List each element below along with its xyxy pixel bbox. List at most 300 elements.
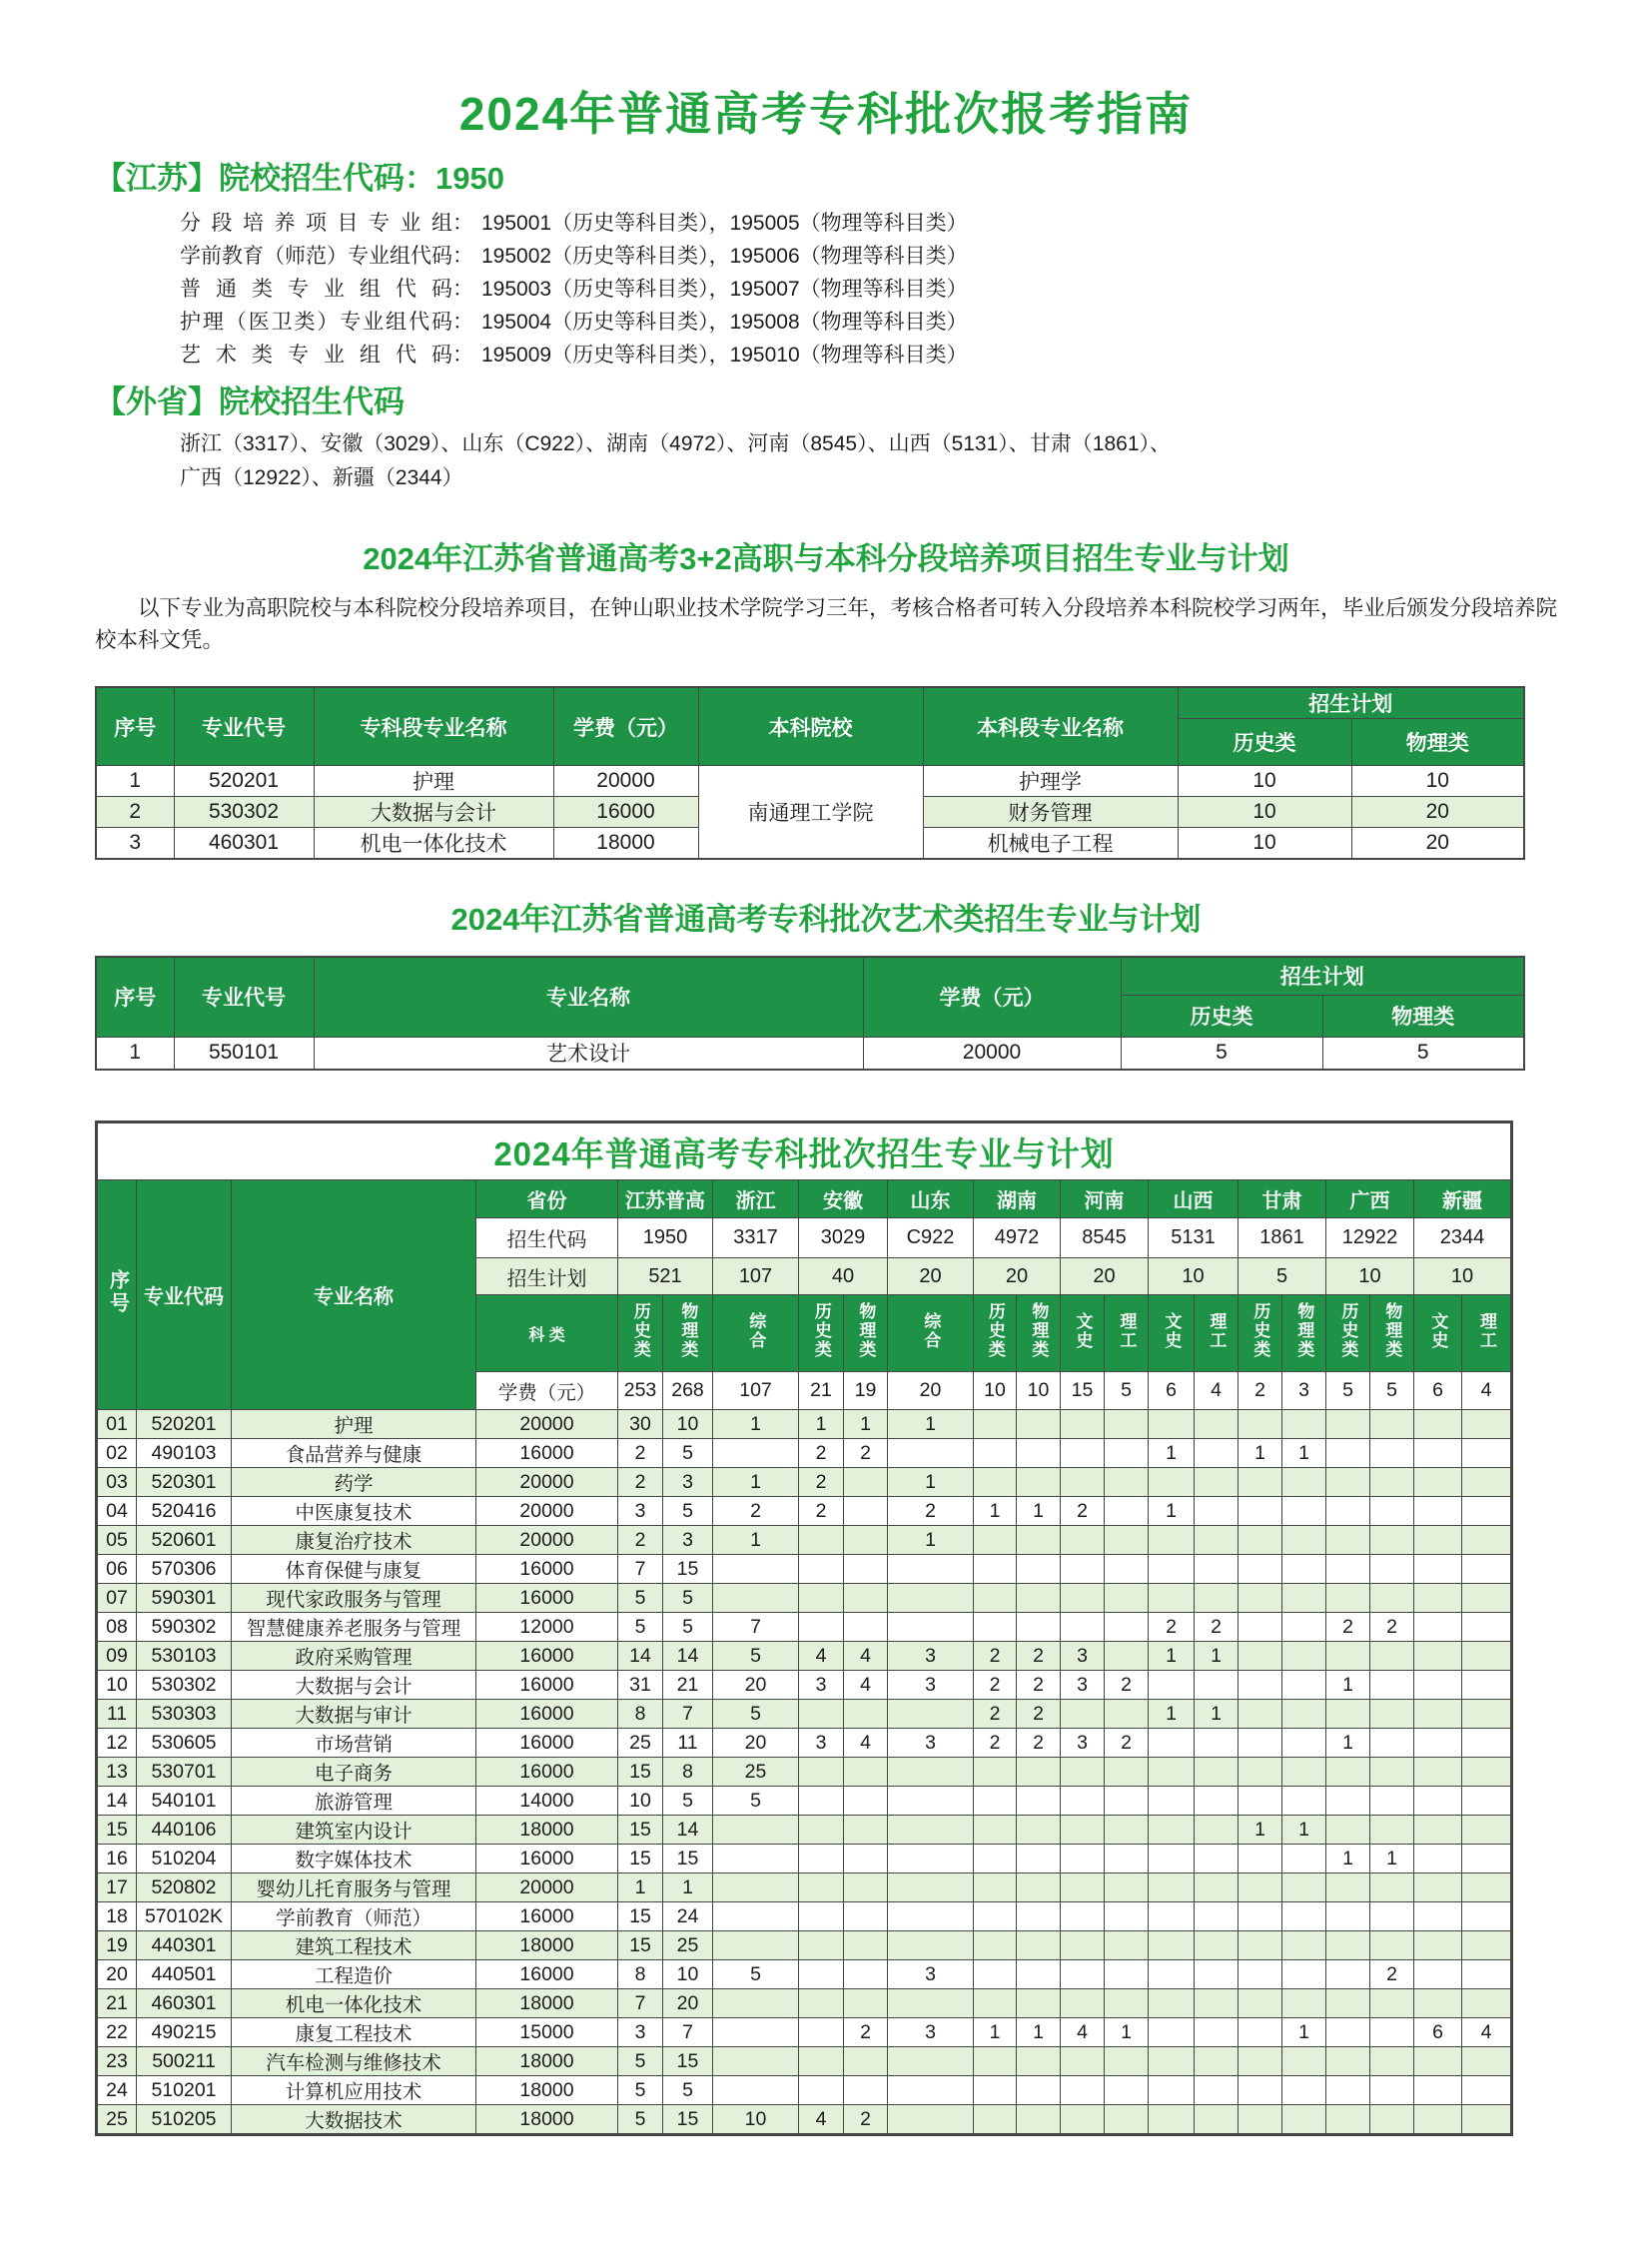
cell-plan-value: 3 [1061,1729,1105,1758]
table-main [95,1120,1513,2136]
cell-plan-value: 2 [1105,1729,1149,1758]
cell-plan-value [1462,1584,1512,1613]
cell-plan-value [844,1787,888,1816]
cell-fee: 20000 [863,1037,1121,1070]
cell-fee: 18000 [476,2047,618,2076]
cell-code: 530605 [137,1729,232,1758]
province-code-line: 广西（12922）、新疆（2344） [180,466,463,489]
table-32-head [96,687,1524,766]
cell-plan-value [1462,1845,1512,1873]
cell-plan-value: 2 [1017,1671,1061,1700]
cell-plan-value [1370,2105,1414,2135]
cell-plan-value: 2 [1017,1700,1061,1729]
table-row [97,1613,1512,1642]
cell-plan-value [974,1584,1017,1613]
header-cell-plan-group: 招生计划 [1121,957,1524,995]
cell-plan-value [1414,1845,1462,1873]
cell-plan-value: 4 [799,1642,844,1671]
cell-plan-value [1239,2076,1282,2105]
cell-fee: 16000 [476,1758,618,1787]
cell-plan-value [1414,1584,1462,1613]
cell-plan-value [844,1931,888,1960]
cell-no: 16 [97,1845,137,1873]
cell-plan-value: 7 [663,1700,713,1729]
cell-plan-value [974,1873,1017,1902]
cell-plan-value: 2 [618,1468,663,1497]
cell-plan-value [974,1960,1017,1989]
cell-plan-value: 2 [974,1700,1017,1729]
cell-plan-value: 2 [974,1671,1017,1700]
cell-fee: 14000 [476,1787,618,1816]
code-line [180,207,1652,240]
cell-plan-value: 2 [888,1497,974,1526]
row-label-subject: 科 类 [476,1295,618,1372]
cell-phys: 5 [1322,1037,1524,1070]
cell-plan-value [1326,1526,1370,1555]
subject-vertical-label: 物理类 [1294,1302,1314,1359]
cell-bk-name: 机械电子工程 [923,828,1178,860]
cell-plan-value [1370,1584,1414,1613]
cell-plan-value: 2 [1370,1960,1414,1989]
cell-plan-value [799,1787,844,1816]
cell-plan-value [974,1845,1017,1873]
cell-plan-value [1195,1787,1239,1816]
cell-no: 23 [97,2047,137,2076]
cell-code: 510205 [137,2105,232,2135]
cell-plan-value: 10 [618,1787,663,1816]
table-row [97,2105,1512,2135]
header-cell-code: 专业代号 [174,687,314,766]
jiangsu-code-list [180,207,1652,372]
cell-name: 体育保健与康复 [232,1555,476,1584]
cell-plan-value [1105,1787,1149,1816]
cell-code: 550101 [174,1037,314,1070]
subject-vertical-label: 综合 [746,1311,766,1350]
cell-name: 艺术设计 [314,1037,863,1070]
cell-college: 南通理工学院 [698,766,923,860]
cell-plan-value: 10 [663,1410,713,1439]
cell-xh: 3 [96,828,174,860]
cell-plan-value: 5 [618,1584,663,1613]
header-cell-xh: 序号 [96,687,174,766]
code-line-label: 护理（医卫类）专业组代码 [180,311,452,334]
cell-plan-value [1414,1816,1462,1845]
cell-plan-value [1282,1410,1326,1439]
cell-plan-value [974,1526,1017,1555]
cell-code: 510204 [137,1845,232,1873]
cell-fee: 18000 [476,1816,618,1845]
cell-plan-value [1061,1758,1105,1787]
cell-plan-value [1282,1729,1326,1758]
cell-plan-value [1326,1787,1370,1816]
cell-plan-value [1370,1497,1414,1526]
cell-no: 17 [97,1873,137,1902]
cell-name: 婴幼儿托育服务与管理 [232,1873,476,1902]
cell-name: 食品营养与健康 [232,1439,476,1468]
code-line [180,273,1652,306]
cell-hist: 10 [1178,797,1351,828]
header-cell-fee: 学费（元） [863,957,1121,1037]
cell-plan-value [844,1584,888,1613]
cell-name: 建筑室内设计 [232,1816,476,1845]
subject-cell [1326,1295,1370,1372]
subject-cell [1195,1295,1239,1372]
cell-plan-value [1326,1555,1370,1584]
cell-plan-value [1282,1642,1326,1671]
cell-name: 现代家政服务与管理 [232,1584,476,1613]
cell-plan-value [974,1468,1017,1497]
cell-fee: 18000 [553,828,698,860]
cell-plan-value [713,1584,799,1613]
cell-plan-value [1462,1468,1512,1497]
cell-plan-value [1239,1989,1282,2018]
cell-plan-value: 25 [618,1729,663,1758]
fee-cell: 20 [888,1372,974,1410]
cell-plan-value [888,1816,974,1845]
cell-plan-value [844,1902,888,1931]
section32-intro: 以下专业为高职院校与本科院校分段培养项目，在钟山职业技术学院学习三年，考核合格者可转入分段培养本科院校学习两年，毕业后颁发分段培养院校本科文凭。 [95,596,1557,652]
cell-plan-value: 4 [1061,2018,1105,2047]
cell-plan-value: 2 [1105,1671,1149,1700]
cell-plan-value [1370,1816,1414,1845]
cell-plan-value [1061,1902,1105,1931]
cell-plan-value [1462,1410,1512,1439]
subject-cell [1282,1295,1326,1372]
cell-plan-value [1105,1555,1149,1584]
cell-plan-value: 1 [1326,1845,1370,1873]
cell-plan-value [888,1439,974,1468]
cell-no: 13 [97,1758,137,1787]
subject-cell [663,1295,713,1372]
cell-plan-value [1149,1787,1195,1816]
cell-no: 21 [97,1989,137,2018]
header-cell-xh [97,1180,137,1410]
province-code-line: 浙江（3317）、安徽（3029）、山东（C922）、湖南（4972）、河南（8545）、山西（5131）、甘肃（1861）、 [180,432,1172,455]
subject-cell [844,1295,888,1372]
cell-code: 490103 [137,1439,232,1468]
cell-plan-value [1370,1902,1414,1931]
cell-plan-value [1370,1787,1414,1816]
header-cell-name: 专业名称 [314,957,863,1037]
table-row [96,1037,1524,1070]
header-cell-name: 专科段专业名称 [314,687,553,766]
cell-plan-value [1017,2047,1061,2076]
cell-plan-value [844,1468,888,1497]
cell-plan-value [1017,1526,1061,1555]
cell-plan-value [1326,1410,1370,1439]
cell-plan-value: 4 [844,1671,888,1700]
cell-plan-value: 30 [618,1410,663,1439]
cell-plan-value [1061,1931,1105,1960]
cell-plan-value [1195,1468,1239,1497]
cell-plan-value [1282,1960,1326,1989]
cell-plan-value [1326,1902,1370,1931]
cell-plan-value [844,1873,888,1902]
cell-plan-value: 15 [618,1758,663,1787]
cell-plan-value: 15 [618,1902,663,1931]
cell-plan-value: 2 [799,1439,844,1468]
cell-plan-value: 1 [888,1410,974,1439]
cell-plan-value [799,1555,844,1584]
cell-plan-value [1017,1613,1061,1642]
cell-plan-value [1061,1787,1105,1816]
cell-plan-value: 1 [1017,1497,1061,1526]
code-cell: 12922 [1326,1218,1414,1258]
cell-plan-value: 1 [713,1410,799,1439]
cell-plan-value: 1 [888,1468,974,1497]
cell-plan-value [844,1497,888,1526]
table-row [97,2076,1512,2105]
cell-plan-value: 2 [799,1497,844,1526]
cell-plan-value: 6 [1414,2018,1462,2047]
cell-code: 530701 [137,1758,232,1787]
cell-plan-value [1017,1584,1061,1613]
province-cell: 新疆 [1414,1180,1512,1218]
header-cell-phys: 物理类 [1351,719,1524,766]
cell-plan-value [1149,1931,1195,1960]
cell-plan-value [713,1816,799,1845]
cell-plan-value [974,2047,1017,2076]
cell-no: 12 [97,1729,137,1758]
cell-plan-value: 1 [974,2018,1017,2047]
cell-code: 530303 [137,1700,232,1729]
cell-plan-value [1282,1468,1326,1497]
cell-plan-value [1462,1439,1512,1468]
cell-plan-value: 2 [1326,1613,1370,1642]
cell-plan-value: 20 [713,1671,799,1700]
cell-code: 590301 [137,1584,232,1613]
subject-vertical-label: 历史类 [1338,1302,1358,1359]
cell-plan-value: 7 [618,1555,663,1584]
cell-plan-value: 1 [1149,1642,1195,1671]
cell-plan-value [1370,1526,1414,1555]
cell-code: 510201 [137,2076,232,2105]
cell-plan-value [1282,1758,1326,1787]
page-title: 2024年普通高考专科批次报考指南 [458,88,1194,140]
table-row [97,1931,1512,1960]
cell-plan-value [888,1584,974,1613]
cell-plan-value [888,1873,974,1902]
cell-plan-value [1414,1526,1462,1555]
cell-plan-value [1149,1989,1195,2018]
cell-no: 02 [97,1439,137,1468]
cell-plan-value [974,1555,1017,1584]
cell-code: 530302 [174,797,314,828]
cell-plan-value [1061,1873,1105,1902]
cell-plan-value [1462,1671,1512,1700]
cell-plan-value: 25 [663,1931,713,1960]
cell-plan-value [799,1873,844,1902]
code-cell: 3317 [713,1218,799,1258]
cell-plan-value [974,1989,1017,2018]
cell-name: 市场营销 [232,1729,476,1758]
cell-plan-value [1105,1758,1149,1787]
fee-cell: 15 [1061,1372,1105,1410]
cell-plan-value: 20 [663,1989,713,2018]
province-cell: 安徽 [799,1180,888,1218]
cell-plan-value [1414,1873,1462,1902]
cell-plan-value: 15 [618,1816,663,1845]
cell-plan-value: 1 [888,1526,974,1555]
cell-plan-value [1326,2018,1370,2047]
cell-plan-value: 2 [1195,1613,1239,1642]
subject-vertical-label: 物理类 [678,1302,698,1359]
cell-plan-value: 5 [713,1960,799,1989]
code-line-label: 分段培养项目专业组 [180,212,452,235]
cell-plan-value [1326,1758,1370,1787]
cell-plan-value: 7 [618,1989,663,2018]
cell-plan-value [888,2105,974,2135]
subject-vertical-label: 理工 [1207,1311,1227,1350]
code-cell: 8545 [1061,1218,1149,1258]
province-cell: 山东 [888,1180,974,1218]
subject-vertical-label: 文史 [1073,1311,1093,1350]
plan-cell: 107 [713,1258,799,1295]
cell-plan-value [1282,1700,1326,1729]
subject-cell [1105,1295,1149,1372]
cell-no: 19 [97,1931,137,1960]
fee-cell: 4 [1462,1372,1512,1410]
cell-plan-value [1239,1931,1282,1960]
cell-plan-value: 4 [799,2105,844,2135]
cell-plan-value [888,1989,974,2018]
cell-plan-value [1061,1700,1105,1729]
cell-plan-value [844,1613,888,1642]
cell-plan-value: 5 [663,1439,713,1468]
cell-plan-value [888,1555,974,1584]
header-row [96,957,1524,995]
fee-cell: 6 [1149,1372,1195,1410]
cell-plan-value: 2 [713,1497,799,1526]
cell-xh: 2 [96,797,174,828]
cell-plan-value: 1 [1149,1439,1195,1468]
table-row [97,1816,1512,1845]
cell-plan-value [1149,1729,1195,1758]
cell-code: 520416 [137,1497,232,1526]
table-row [97,1671,1512,1700]
table-row [97,1497,1512,1526]
cell-plan-value [888,1700,974,1729]
cell-plan-value [1105,1410,1149,1439]
subject-cell [1414,1295,1462,1372]
cell-plan-value [1239,1902,1282,1931]
cell-plan-value [974,1439,1017,1468]
cell-plan-value [888,1787,974,1816]
cell-plan-value [1462,1960,1512,1989]
cell-plan-value [844,1845,888,1873]
header-cell-plan-group: 招生计划 [1178,687,1524,719]
cell-plan-value: 3 [799,1729,844,1758]
cell-plan-value: 1 [1149,1700,1195,1729]
subject-vertical-label: 历史类 [811,1302,831,1359]
cell-plan-value [1239,1468,1282,1497]
cell-plan-value [844,1526,888,1555]
cell-plan-value [1239,1845,1282,1873]
cell-plan-value [1414,1989,1462,2018]
cell-plan-value [1105,1845,1149,1873]
cell-plan-value [1195,1845,1239,1873]
cell-plan-value [1061,1816,1105,1845]
cell-plan-value: 3 [888,2018,974,2047]
subject-cell [1239,1295,1282,1372]
row-label-fee: 学费（元） [476,1372,618,1410]
cell-no: 11 [97,1700,137,1729]
cell-plan-value [1239,1584,1282,1613]
header-cell-name: 专业名称 [232,1180,476,1410]
cell-plan-value: 1 [1239,1816,1282,1845]
code-line-value: 195002（历史等科目类），195006（物理等科目类） [481,245,968,268]
code-line [180,240,1652,273]
cell-plan-value: 5 [713,1642,799,1671]
cell-plan-value [1195,1960,1239,1989]
cell-plan-value: 1 [1017,2018,1061,2047]
cell-plan-value: 3 [663,1468,713,1497]
cell-no: 05 [97,1526,137,1555]
cell-fee: 20000 [476,1497,618,1526]
cell-plan-value [1017,1787,1061,1816]
cell-plan-value: 3 [888,1671,974,1700]
table-row [97,1555,1512,1584]
code-line-label: 普通类专业组代码 [180,278,452,301]
cell-plan-value [1282,1671,1326,1700]
cell-plan-value [1239,2047,1282,2076]
cell-plan-value [1195,1671,1239,1700]
cell-plan-value [888,2076,974,2105]
cell-xh: 1 [96,1037,174,1070]
row-label-code: 招生代码 [476,1218,618,1258]
subject-cell [974,1295,1017,1372]
cell-plan-value [713,1931,799,1960]
fee-cell: 268 [663,1372,713,1410]
province-cell: 山西 [1149,1180,1239,1218]
cell-code: 540101 [137,1787,232,1816]
cell-plan-value [1414,2076,1462,2105]
cell-plan-value [1061,1960,1105,1989]
cell-plan-value [1061,1439,1105,1468]
cell-plan-value [1239,1729,1282,1758]
cell-plan-value [888,1758,974,1787]
cell-code: 530302 [137,1671,232,1700]
table-row [97,1989,1512,2018]
cell-plan-value [1326,1700,1370,1729]
cell-plan-value [1370,1468,1414,1497]
code-cell: C922 [888,1218,974,1258]
table-32 [95,686,1525,860]
cell-plan-value [799,2047,844,2076]
cell-plan-value [1195,1758,1239,1787]
cell-plan-value: 15 [618,1845,663,1873]
cell-plan-value: 1 [1370,1845,1414,1873]
cell-code: 570306 [137,1555,232,1584]
cell-plan-value [1239,1613,1282,1642]
cell-plan-value: 5 [618,2105,663,2135]
province-cell: 浙江 [713,1180,799,1218]
cell-plan-value [844,1555,888,1584]
code-cell: 4972 [974,1218,1061,1258]
table-32-body [96,766,1524,860]
cell-plan-value [1326,1584,1370,1613]
cell-plan-value [1061,1410,1105,1439]
cell-plan-value: 14 [618,1642,663,1671]
cell-plan-value [1370,1989,1414,2018]
table-row [97,1729,1512,1758]
cell-plan-value: 2 [974,1642,1017,1671]
cell-plan-value [1370,1642,1414,1671]
cell-plan-value [1105,1613,1149,1642]
cell-plan-value [1370,1931,1414,1960]
cell-phys: 20 [1351,828,1524,860]
cell-plan-value [1326,1642,1370,1671]
